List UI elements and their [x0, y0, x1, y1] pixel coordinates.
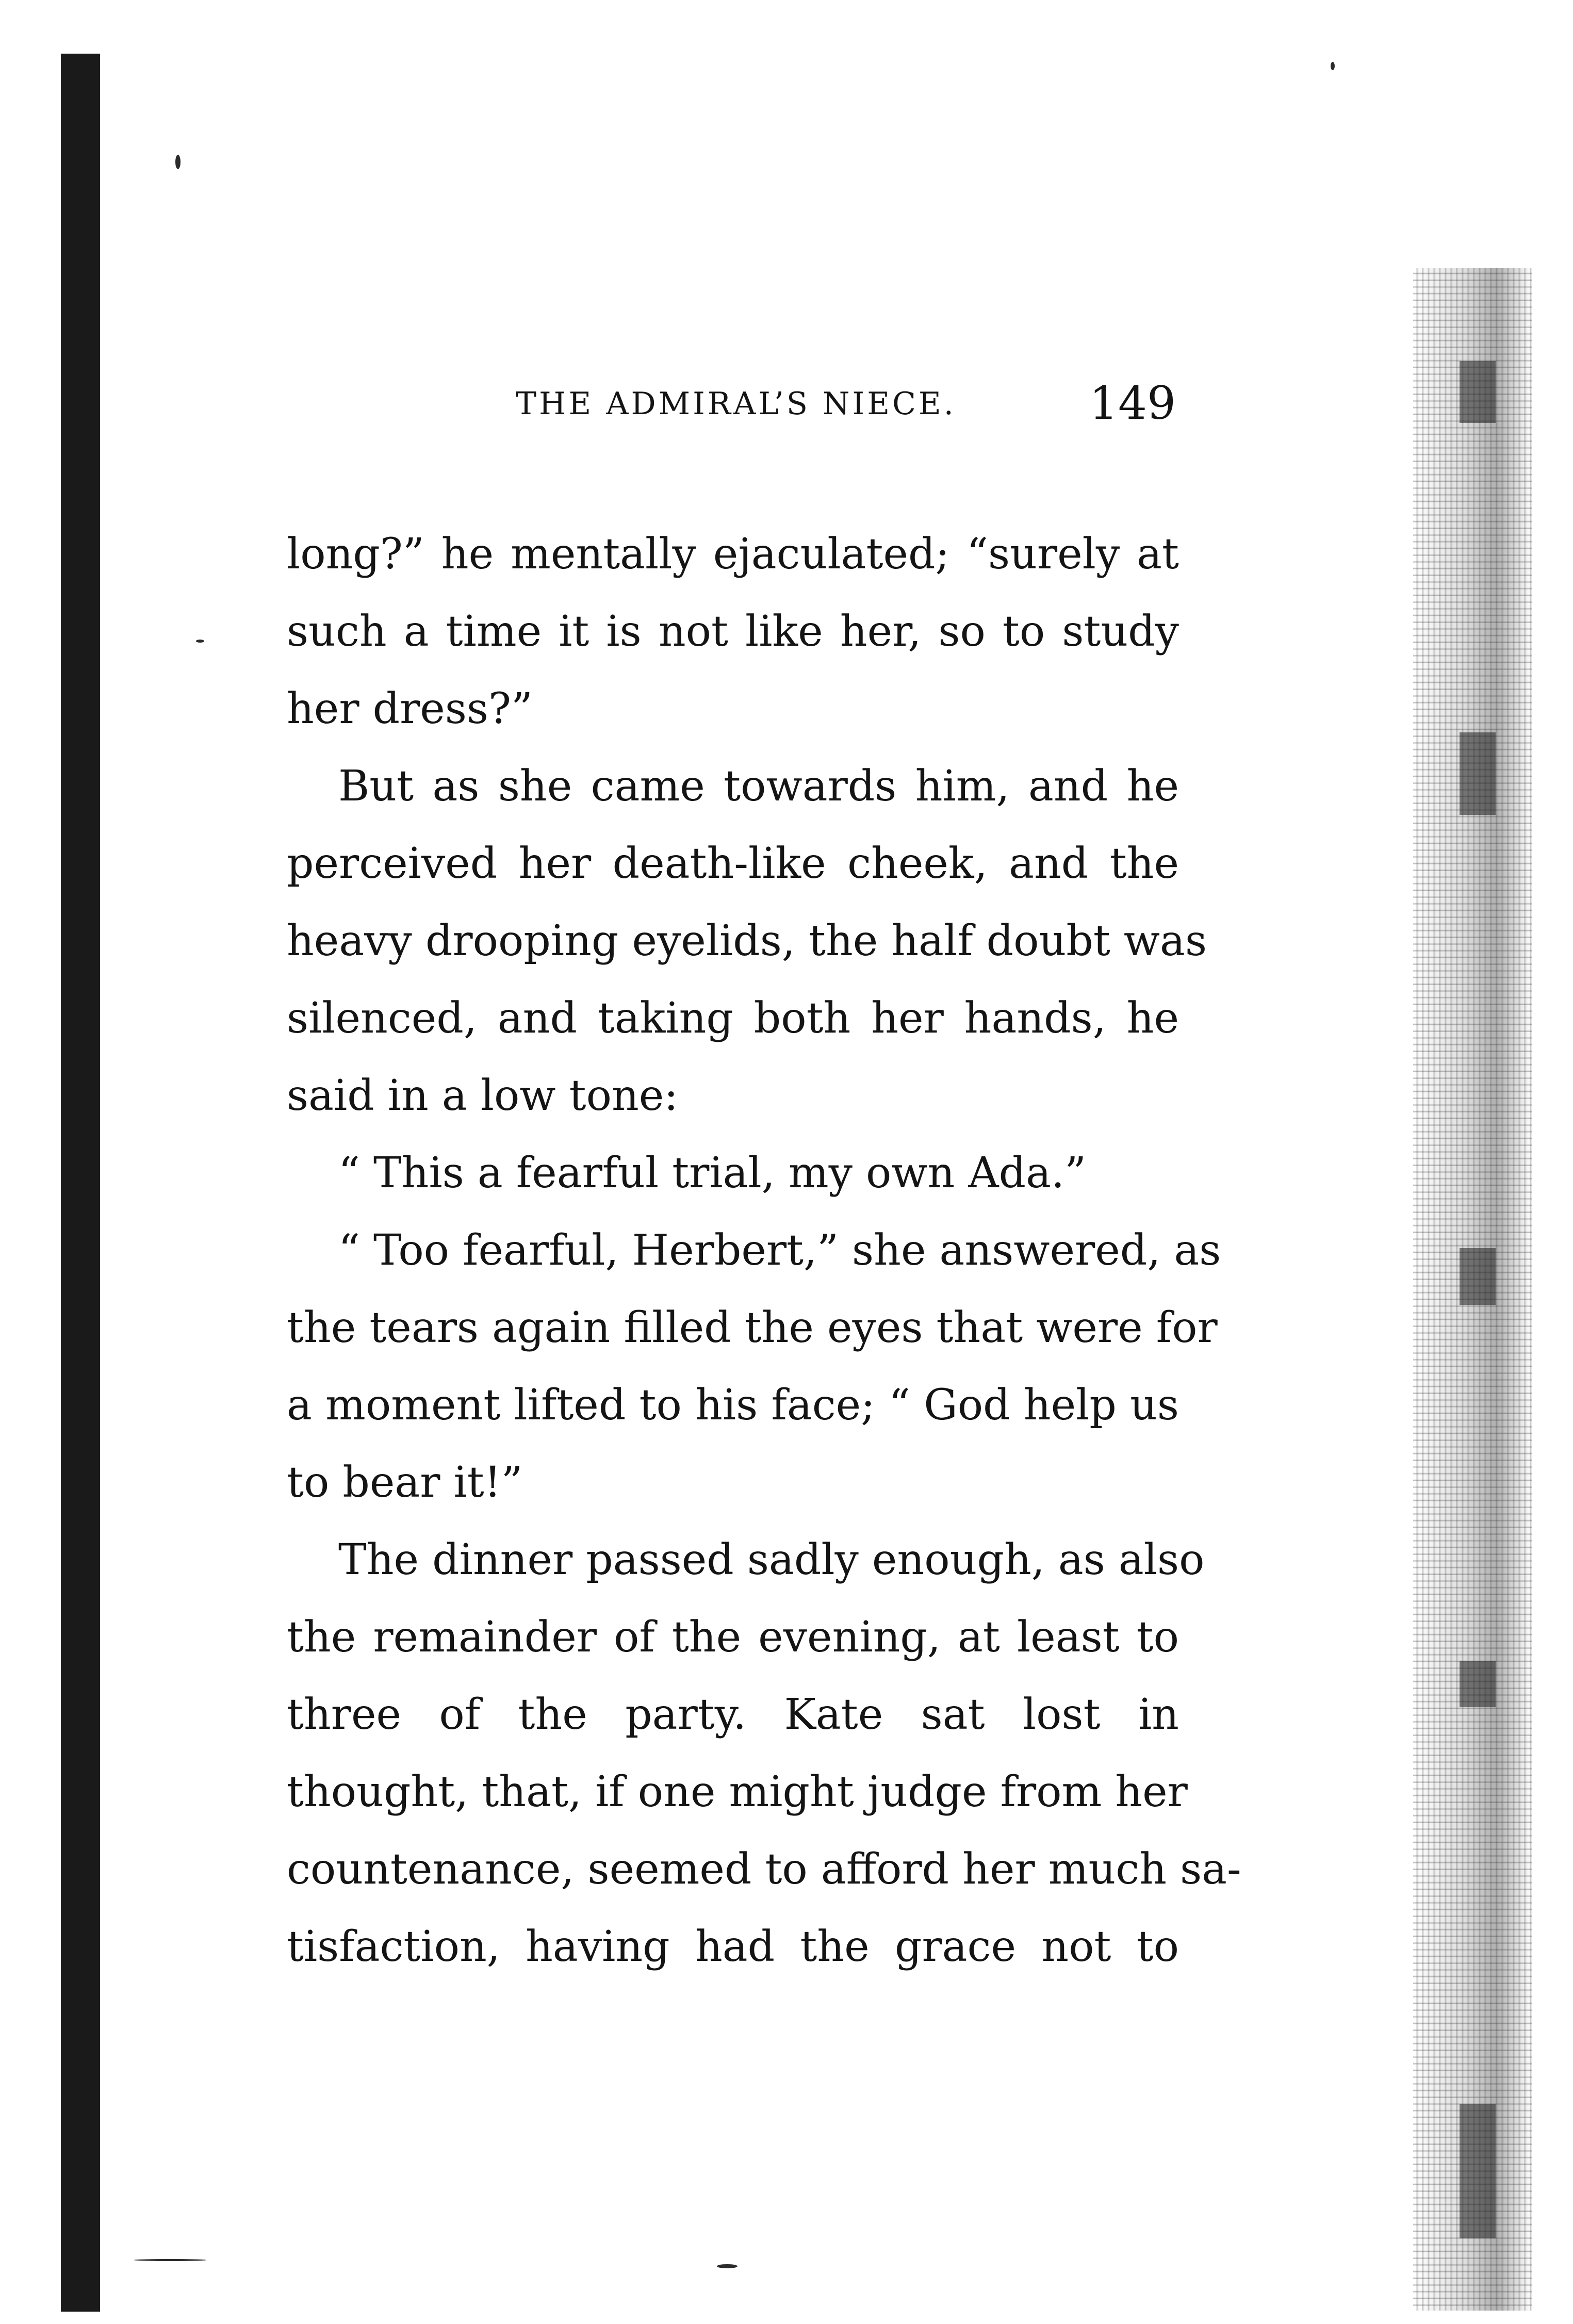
text-line: her dress?” [287, 684, 533, 733]
scan-speck [175, 155, 181, 169]
scan-speck [196, 640, 204, 643]
text-line: heavy drooping eyelids, the half doubt was [287, 916, 1207, 965]
text-line: But as she came towards him, and he [338, 762, 1179, 811]
text-line: such a time it is not like her, so to study [287, 607, 1179, 656]
binding-shadow [61, 54, 100, 2312]
text-line: said in a low tone: [287, 1071, 678, 1120]
page-number: 149 [1089, 377, 1176, 430]
text-line: silenced, and taking both her hands, he [287, 994, 1179, 1043]
text-line: the remainder of the evening, at least to [287, 1613, 1179, 1662]
text-line: to bear it!” [287, 1458, 523, 1507]
text-line: “ Too fearful, Herbert,” she answered, as [338, 1226, 1221, 1275]
scan-edge-noise [1413, 268, 1532, 2311]
scan-speck [1331, 62, 1335, 70]
running-head [289, 377, 1176, 438]
text-line: long?” he mentally ejaculated; “surely at [287, 530, 1179, 579]
text-line: the tears again filled the eyes that were for [287, 1303, 1218, 1352]
text-line: thought, that, if one might judge from her [287, 1767, 1188, 1816]
running-title: THE ADMIRAL’S NIECE. [516, 386, 956, 422]
text-line: tisfaction, having had the grace not to [287, 1922, 1179, 1971]
text-line: three of the party. Kate sat lost in [287, 1690, 1179, 1739]
body-text [287, 516, 1241, 1986]
scan-speck [717, 2264, 738, 2268]
text-line: The dinner passed sadly enough, as also [338, 1535, 1205, 1584]
scan-speck [134, 2259, 206, 2261]
text-line: perceived her death-like cheek, and the [287, 839, 1179, 888]
text-line: a moment lifted to his face; “ God help us [287, 1381, 1179, 1430]
text-line: countenance, seemed to afford her much sa- [287, 1845, 1241, 1894]
text-line: “ This a fearful trial, my own Ada.” [338, 1149, 1087, 1198]
